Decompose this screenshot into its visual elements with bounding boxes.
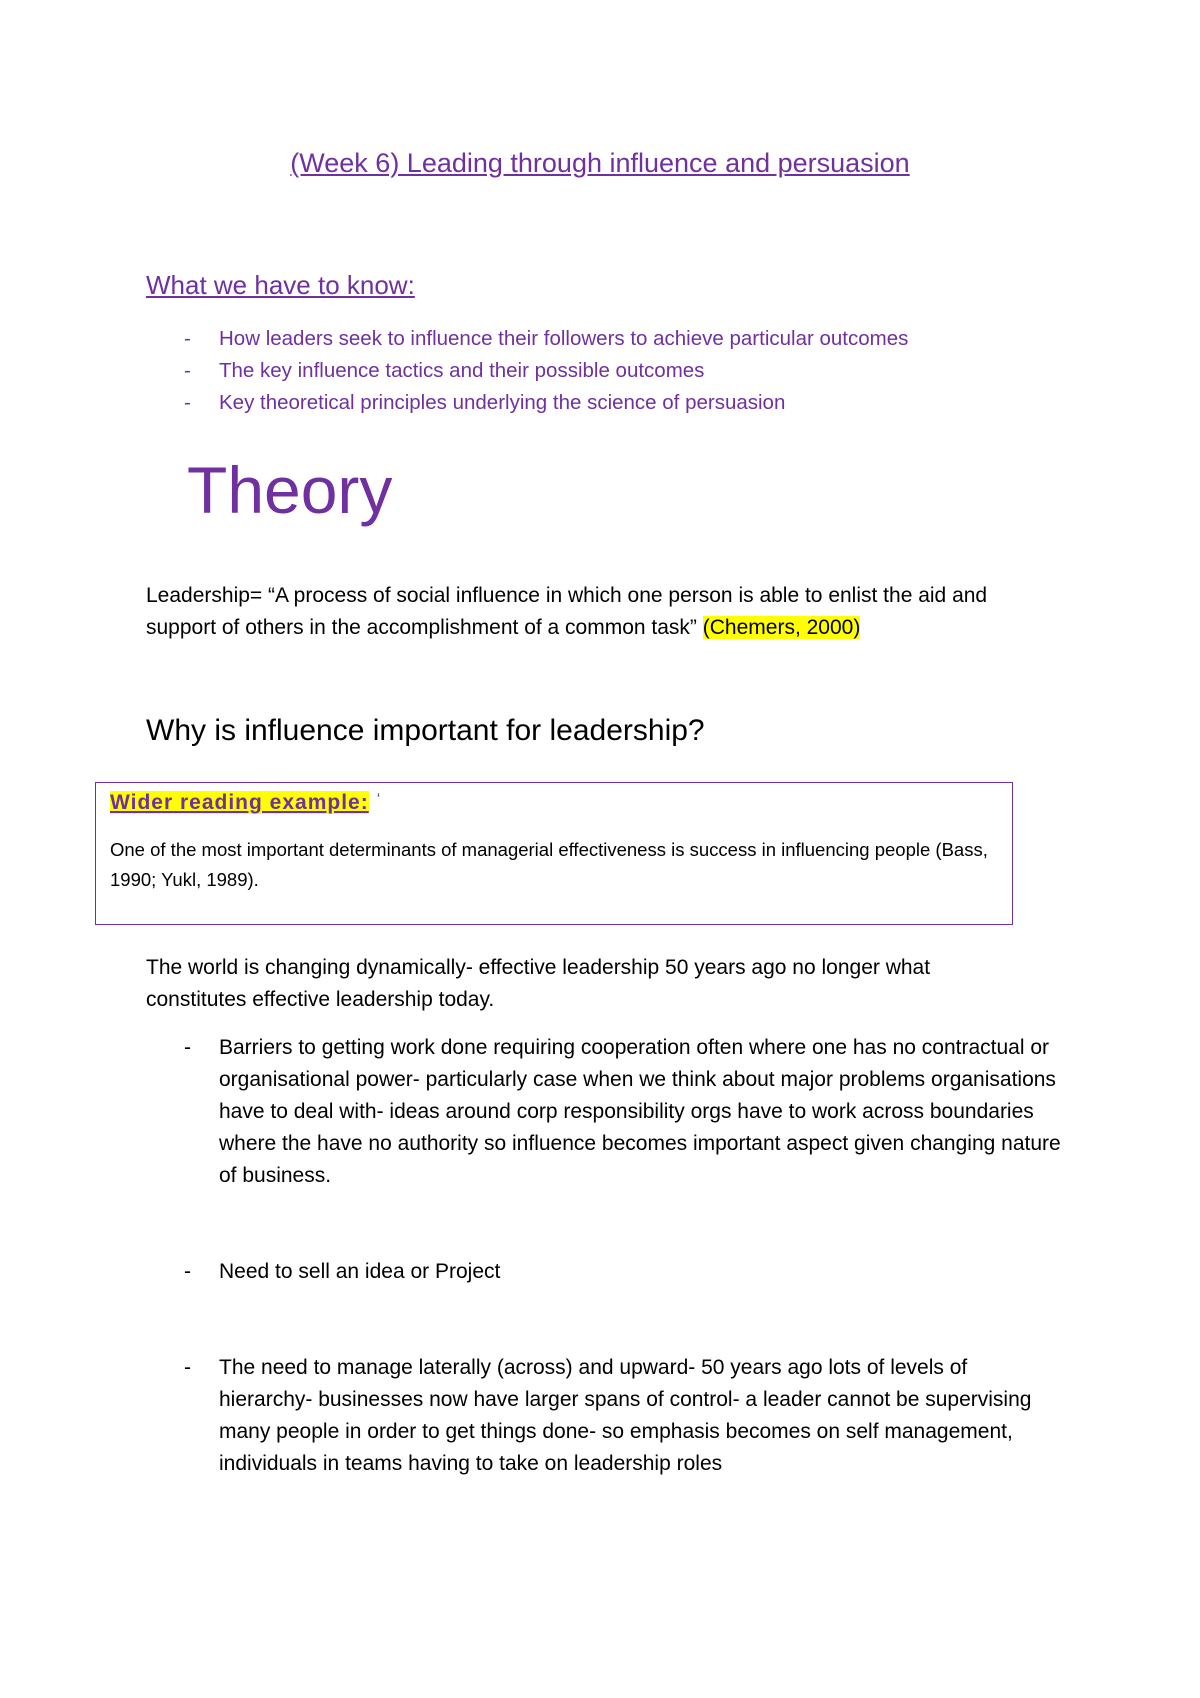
- dash-marker: -: [184, 1260, 191, 1283]
- list-item: [146, 355, 908, 387]
- list-item: [146, 1352, 1066, 1480]
- section-question: Why is influence important for leadership?: [146, 714, 705, 747]
- list-item: [146, 323, 908, 355]
- wider-reading-heading: [110, 791, 381, 815]
- dash-marker: -: [184, 1356, 191, 1379]
- page-title: (Week 6) Leading through influence and persuasion: [290, 148, 910, 178]
- list-item: [146, 1032, 1066, 1192]
- list-item: [146, 1256, 1066, 1288]
- bullet-list: [146, 1256, 1066, 1288]
- theory-heading: Theory: [187, 453, 393, 527]
- bullet-list: [146, 1032, 1066, 1192]
- bullet-list: [146, 1352, 1066, 1480]
- dash-marker: -: [184, 1036, 191, 1059]
- citation-highlight: (Chemers, 2000): [702, 616, 861, 639]
- dash-marker: -: [184, 391, 191, 414]
- wider-reading-text: One of the most important determinants of managerial effectiveness is success in influencing people (Bass, 1990; Yukl, 1989).: [110, 839, 988, 890]
- leadership-definition: [146, 580, 1046, 644]
- list-item: [146, 387, 908, 419]
- quote-mark: ‘: [376, 791, 382, 808]
- wider-reading-label: Wider reading example:: [110, 791, 369, 814]
- wider-reading-box: [95, 782, 1013, 925]
- objectives-heading: What we have to know:: [146, 270, 415, 300]
- objective-text: The key influence tactics and their possible outcomes: [219, 359, 705, 382]
- objective-text: Key theoretical principles underlying the science of persuasion: [219, 391, 786, 414]
- bullet-text: The need to manage laterally (across) and upward- 50 years ago lots of levels of hierarchy- businesses now have larger spans of control- a leader cannot be supervising many people in order to get things done- so emphasis becomes on self management, individuals in teams having to take on leadership roles: [219, 1356, 1032, 1475]
- objectives-list: [146, 323, 908, 419]
- dash-marker: -: [184, 359, 191, 382]
- objective-text: How leaders seek to influence their followers to achieve particular outcomes: [219, 327, 909, 350]
- bullet-text: Barriers to getting work done requiring cooperation often where one has no contractual or organisational power- particularly case when we think about major problems organisations have to deal with- ideas around corp responsibility orgs have to work across boundaries where the have no authority so influence becomes important aspect given changing nature of business.: [219, 1036, 1061, 1187]
- definition-text: Leadership= “A process of social influence in which one person is able to enlist the aid and support of others in the accomplishment of a common task”: [146, 584, 988, 639]
- body-paragraph: The world is changing dynamically- effective leadership 50 years ago no longer what constitutes effective leadership today.: [146, 956, 931, 1011]
- bullet-text: Need to sell an idea or Project: [219, 1260, 501, 1283]
- dash-marker: -: [184, 327, 191, 350]
